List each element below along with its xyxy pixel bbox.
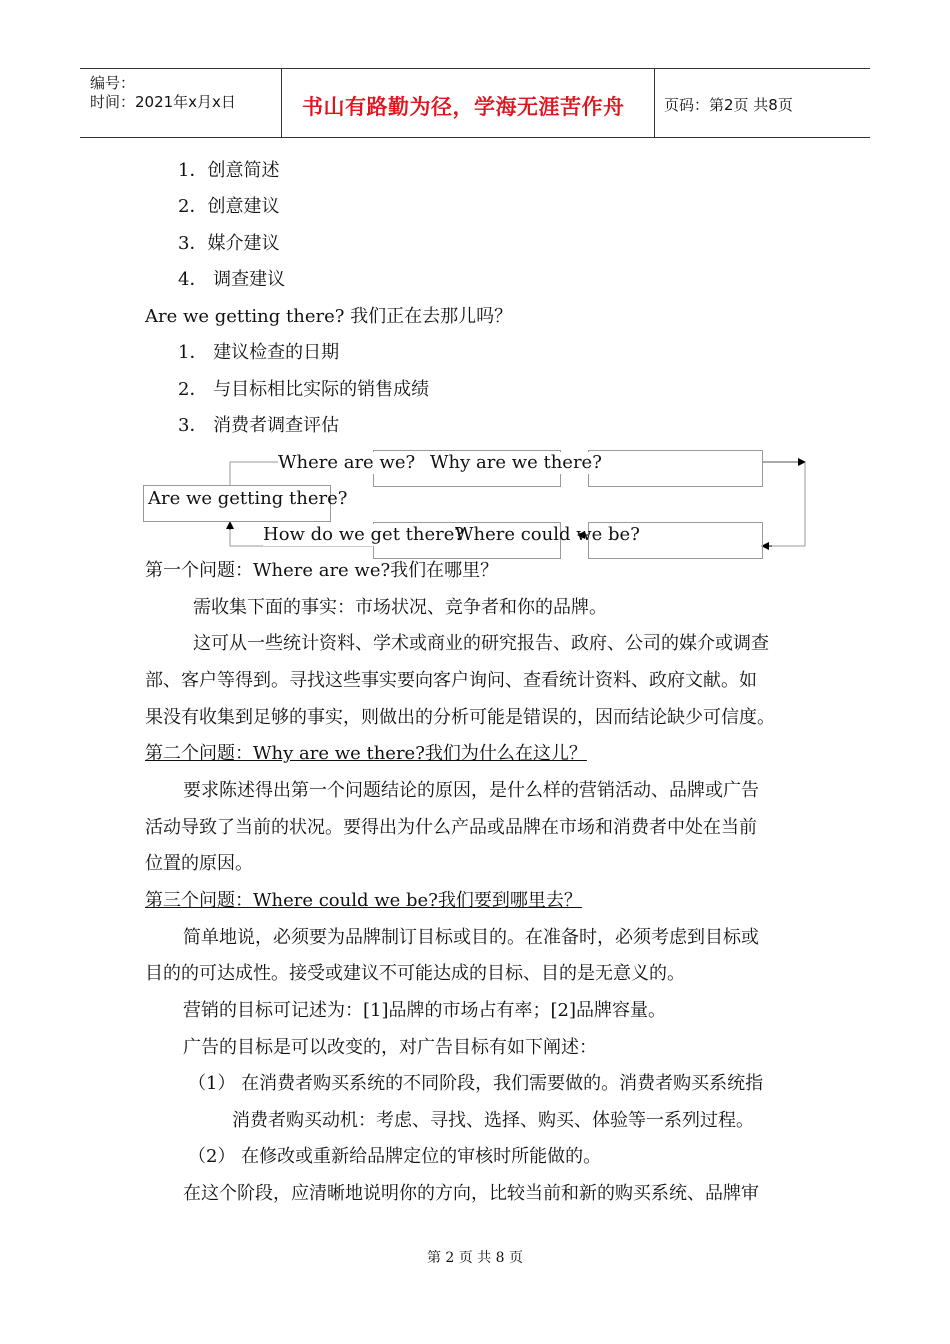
q1-heading: 第一个问题：Where are we?我们在哪里？ bbox=[145, 560, 499, 581]
diagram-label-where-could-we-be: Where could we be? bbox=[455, 524, 640, 545]
diagram-label-where-are-we: Where are we? bbox=[278, 452, 416, 473]
paragraph-line: 需收集下面的事实：市场状况、竞争者和你的品牌。 bbox=[193, 597, 607, 618]
connector-line bbox=[230, 462, 280, 485]
list-item: 3． 消费者调查评估 bbox=[178, 415, 340, 436]
page-info: 页码：第2页 共8页 bbox=[664, 96, 793, 114]
paragraph-line: 这可从一些统计资料、学术或商业的研究报告、政府、公司的媒介或调查 bbox=[193, 633, 769, 654]
paragraph-line: 营销的目标可记述为：[1]品牌的市场占有率；[2]品牌容量。 bbox=[183, 1000, 666, 1021]
numbered-item: （1） 在消费者购买系统的不同阶段，我们需要做的。消费者购买系统指 bbox=[188, 1073, 764, 1094]
q3-heading: 第三个问题：Where could we be?我们要到哪里去？ bbox=[145, 890, 582, 911]
list-item: 4． 调查建议 bbox=[178, 269, 286, 290]
paragraph-line: 活动导致了当前的状况。要得出为什么产品或品牌在市场和消费者中处在当前 bbox=[145, 817, 757, 838]
paragraph-line: 目的的可达成性。接受或建议不可能达成的目标、目的是无意义的。 bbox=[145, 963, 685, 984]
paragraph-line: 部、客户等得到。寻找这些事实要向客户询问、查看统计资料、政府文献。如 bbox=[145, 670, 757, 691]
diagram-box-top-right bbox=[588, 450, 763, 487]
paragraph-line: 广告的目标是可以改变的，对广告目标有如下阐述： bbox=[183, 1037, 597, 1058]
paragraph-line: 要求陈述得出第一个问题结论的原因，是什么样的营销活动、品牌或广告 bbox=[183, 780, 759, 801]
paragraph-line: 果没有收集到足够的事实，则做出的分析可能是错误的，因而结论缺少可信度。 bbox=[145, 707, 775, 728]
paragraph-line: 位置的原因。 bbox=[145, 853, 253, 874]
list-item: 3．媒介建议 bbox=[178, 233, 280, 254]
diagram-label-are-we-getting-there: Are we getting there? bbox=[148, 488, 348, 509]
list-item: 2． 与目标相比实际的销售成绩 bbox=[178, 379, 430, 400]
numbered-item-continuation: 消费者购买动机：考虑、寻找、选择、购买、体验等一系列过程。 bbox=[232, 1110, 754, 1131]
list-item: 2．创意建议 bbox=[178, 196, 280, 217]
connector-line bbox=[765, 462, 805, 546]
paragraph-line: 简单地说，必须要为品牌制订目标或目的。在准备时，必须考虑到目标或 bbox=[183, 927, 759, 948]
q2-heading: 第二个问题：Why are we there?我们为什么在这儿？ bbox=[145, 743, 587, 764]
paragraph-line: 在这个阶段，应清晰地说明你的方向，比较当前和新的购买系统、品牌审 bbox=[183, 1183, 759, 1204]
document-number: 编号： bbox=[90, 74, 136, 92]
numbered-item: （2） 在修改或重新给品牌定位的审核时所能做的。 bbox=[188, 1146, 602, 1167]
motto: 书山有路勤为径，学海无涯苦作舟 bbox=[302, 95, 625, 119]
list-item: 1．创意简述 bbox=[178, 160, 280, 181]
document-date: 时间：2021年x月x日 bbox=[90, 93, 236, 111]
diagram-label-why-are-we-there: Why are we there? bbox=[430, 452, 602, 473]
list-item: 1． 建议检查的日期 bbox=[178, 342, 340, 363]
diagram-label-how-do-we-get-there: How do we get there? bbox=[263, 524, 465, 545]
section-question: Are we getting there? 我们正在去那儿吗？ bbox=[145, 306, 513, 327]
page-footer: 第 2 页 共 8 页 bbox=[426, 1250, 524, 1266]
